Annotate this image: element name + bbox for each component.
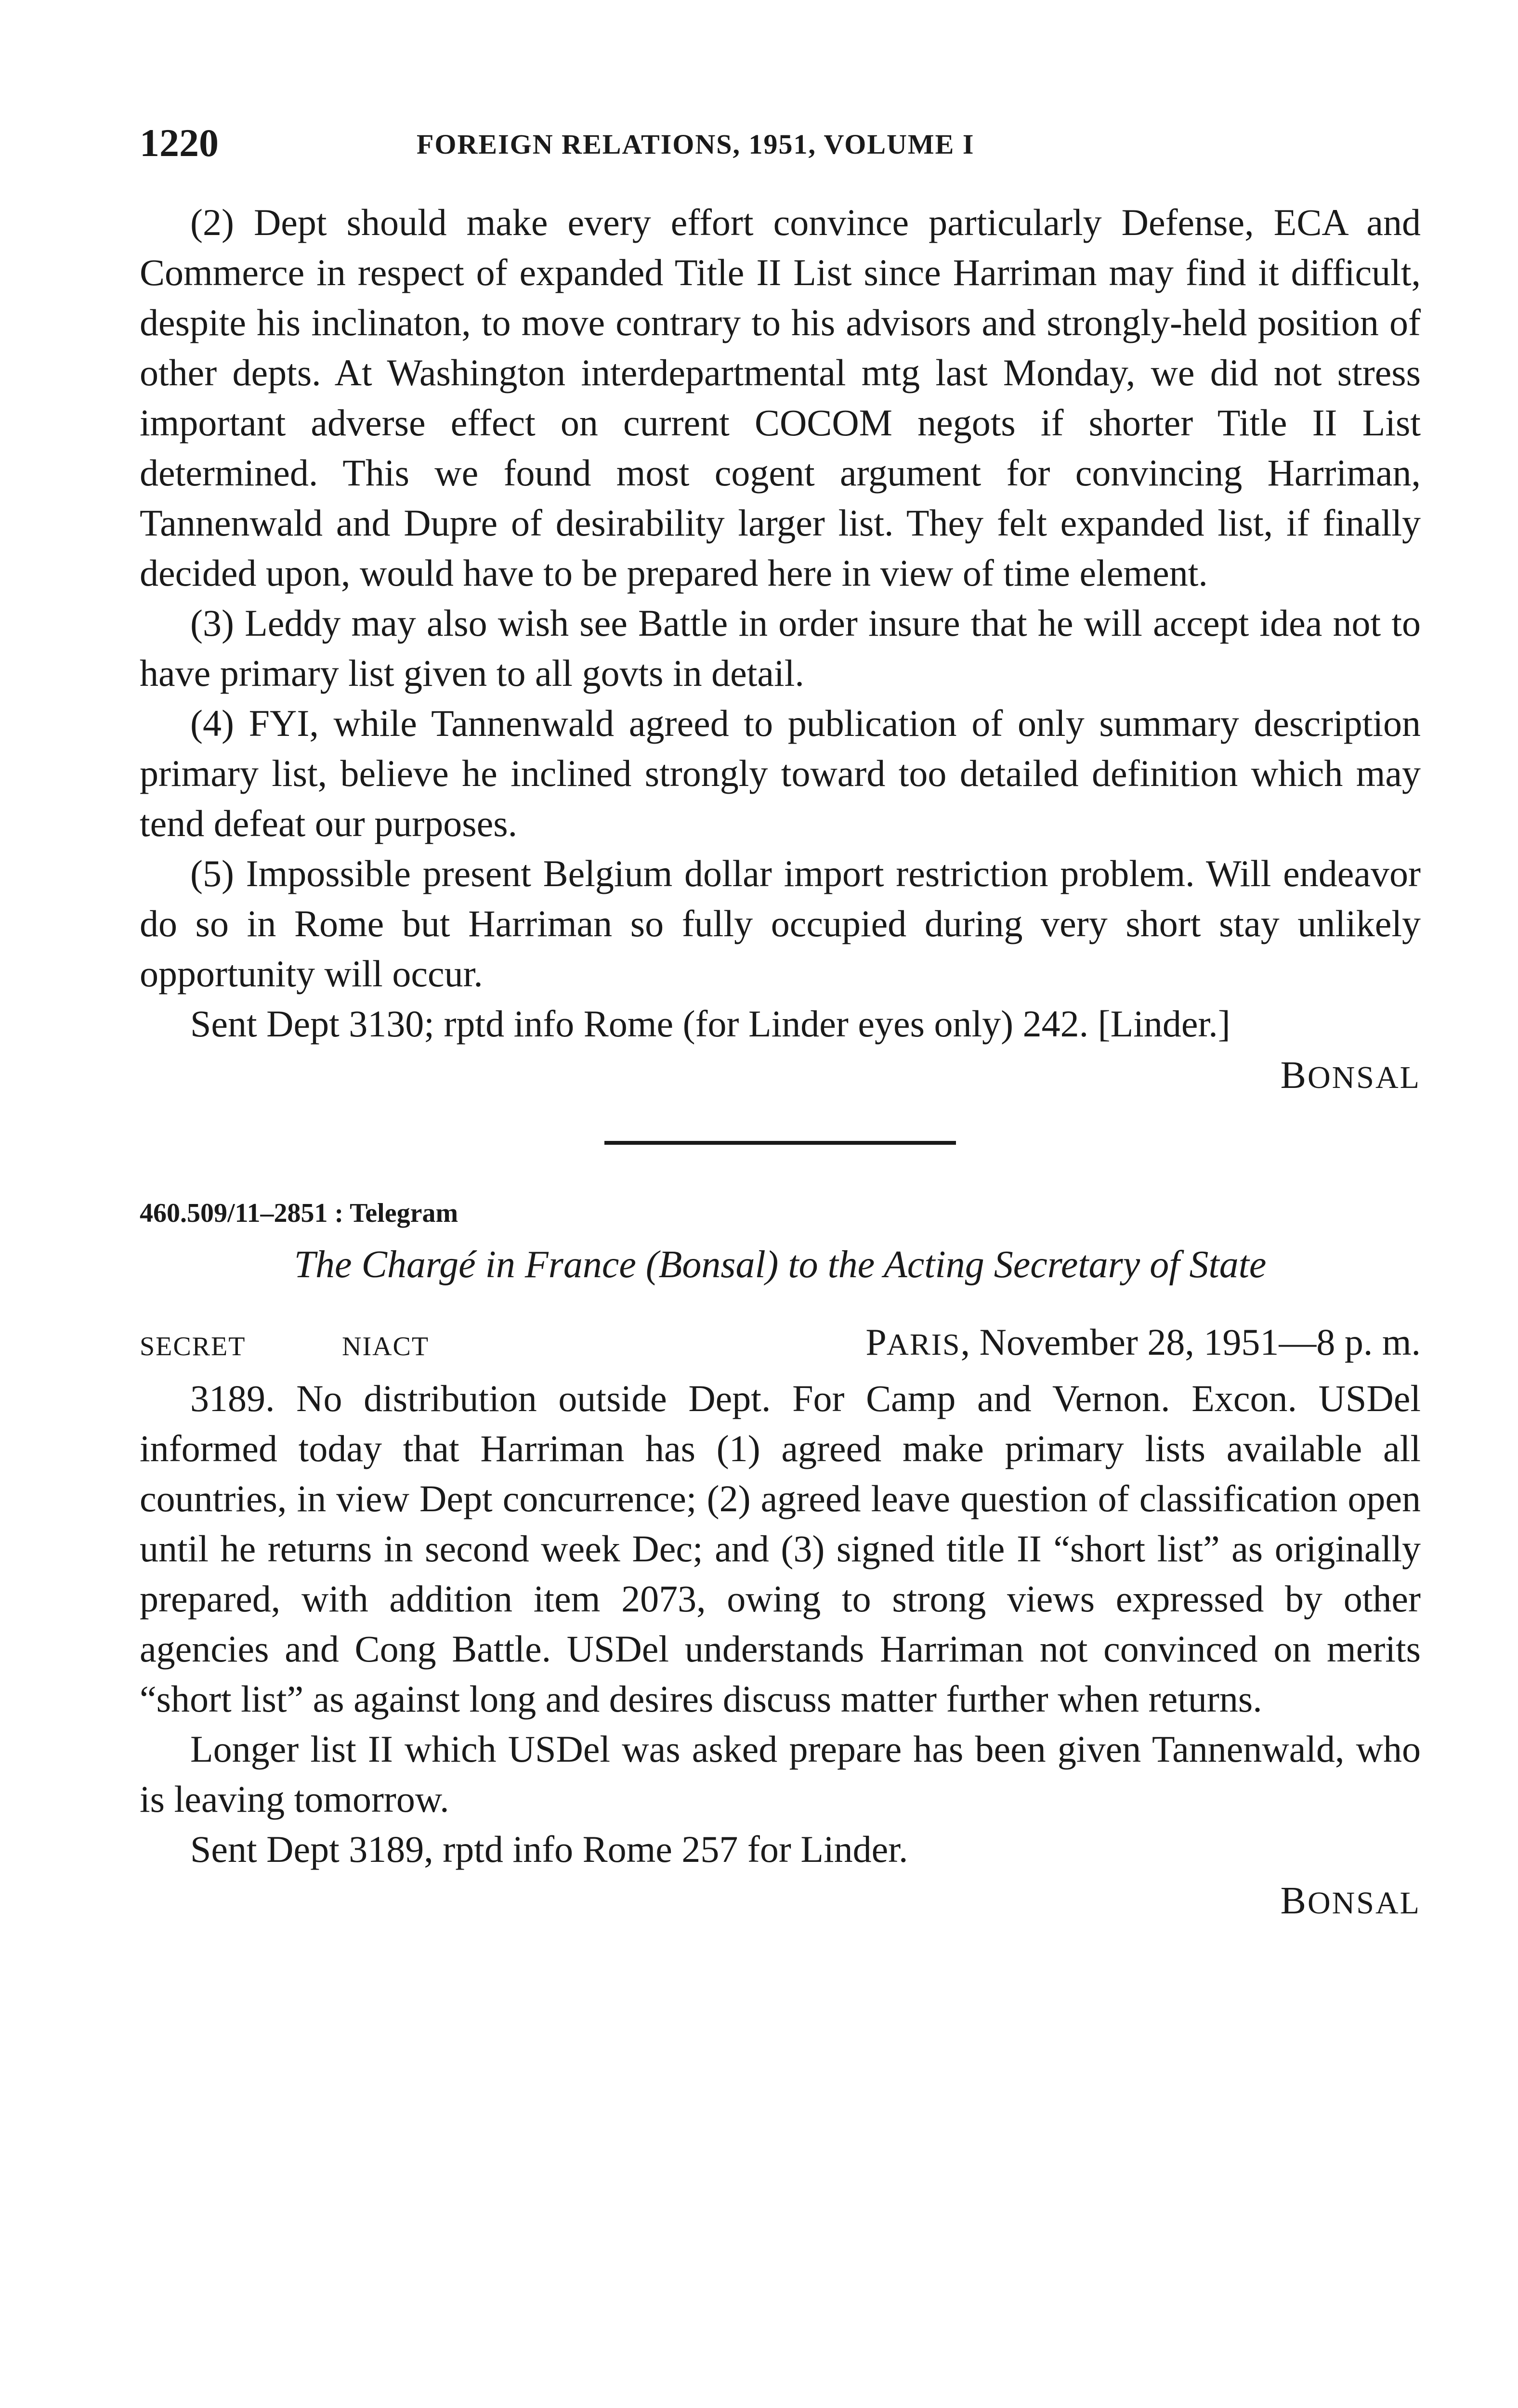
file-reference: 460.509/11–2851 : Telegram xyxy=(140,1198,458,1228)
signature-rest: ONSAL xyxy=(1307,1060,1421,1095)
signature-rest: ONSAL xyxy=(1307,1885,1421,1921)
paragraph: Longer list II which USDel was asked prepare has been given Tannenwald, who is leaving tomorrow. xyxy=(140,1728,1421,1820)
date-text: , November 28, 1951—8 p. m. xyxy=(960,1321,1421,1363)
paragraph: (2) Dept should make every effort convince particularly Defense, ECA and Commerce in respect of expanded Title II List since Harriman may find it difficult, despite his inclinaton, to move contrary to his advisors and strongly-held position of other depts. At Washington interdepartmental mtg last Monday, we did not stress important adverse effect on current COCOM negots if shorter Title II List determined. This we found most cogent argument for convincing Harriman, Tannenwald and Dupre of desirability larger list. They felt expanded list, if finally decided upon, would have to be prepared here in view of time element. xyxy=(140,201,1421,594)
place-date xyxy=(865,1321,1421,1364)
document-page xyxy=(140,116,1421,1923)
paragraph: 3189. No distribution outside Dept. For Camp and Vernon. Excon. USDel informed today that Harriman has (1) agreed make primary lists available all countries, in view Dept concurrence; (2) agreed leave question of classification open until he returns in second week Dec; and (3) signed title II “short list” as originally prepared, with addition item 2073, owing to strong views expressed by other agencies and Cong Battle. USDel understands Harriman not convinced on merits “short list” as against long and desires discuss matter further when returns. xyxy=(140,1377,1421,1720)
classification-label: SECRET xyxy=(140,1332,246,1361)
paragraph: Sent Dept 3130; rptd info Rome (for Linder eyes only) 242. [Linder.] xyxy=(190,1003,1230,1045)
telegram xyxy=(140,1198,1421,1923)
paragraph: (3) Leddy may also wish see Battle in order insure that he will accept idea not to have primary list given to all govts in detail. xyxy=(140,602,1421,694)
section-divider xyxy=(604,1141,956,1145)
running-header xyxy=(140,116,1421,183)
running-title: FOREIGN RELATIONS, 1951, VOLUME I xyxy=(417,129,975,160)
paragraph: (5) Impossible present Belgium dollar import restriction problem. Will endeavor do so in Rome but Harriman so fully occupied during very short stay unlikely opportunity will occur. xyxy=(140,852,1421,995)
paragraph: (4) FYI, while Tannenwald agreed to publication of only summary description primary list, believe he inclined strongly toward too detailed definition which may tend defeat our purposes. xyxy=(140,702,1421,844)
signature xyxy=(140,1879,1421,1923)
signature-initial: B xyxy=(1280,1054,1308,1097)
precedence-label: NIACT xyxy=(342,1332,430,1361)
page-number: 1220 xyxy=(140,121,219,165)
document-title: The Chargé in France (Bonsal) to the Acting Secretary of State xyxy=(294,1243,1267,1286)
place-rest: ARIS xyxy=(886,1327,961,1361)
place-initial: P xyxy=(865,1321,887,1363)
dateline xyxy=(140,1321,1421,1374)
signature-initial: B xyxy=(1280,1880,1308,1922)
signature xyxy=(140,1054,1421,1098)
telegram-continuation xyxy=(140,197,1421,1098)
paragraph: Sent Dept 3189, rptd info Rome 257 for Linder. xyxy=(190,1828,908,1870)
